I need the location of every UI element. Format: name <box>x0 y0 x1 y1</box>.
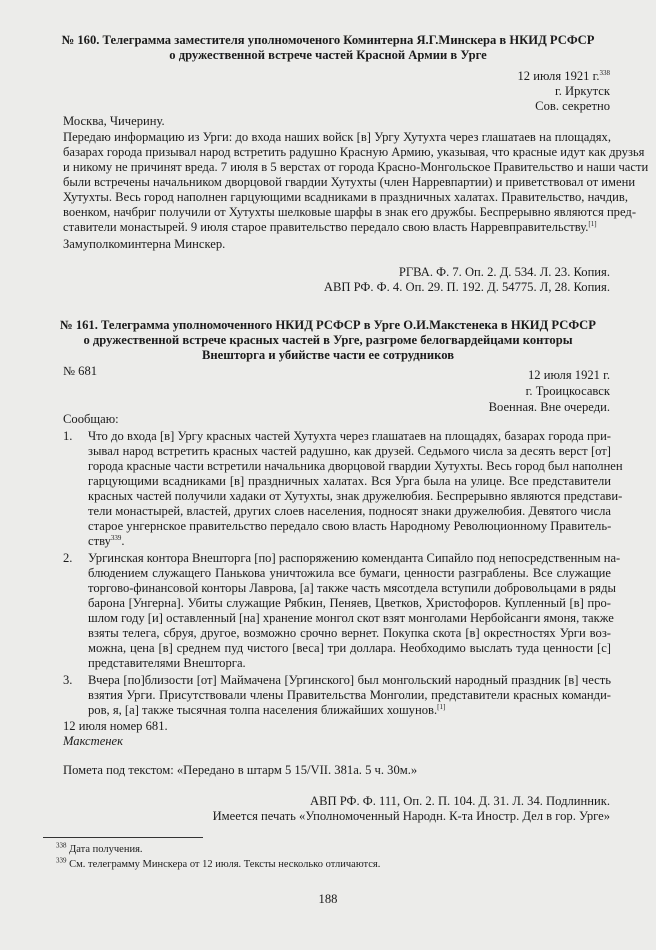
doc161-note: Помета под текстом: «Передано в штарм 5 15/VII. 381а. 5 ч. 30м.» <box>63 763 418 777</box>
item1-line: тели монастырей, властей, других слоев населения, подносят знаки дружелюбия. Девятого числа <box>88 504 611 518</box>
footnote-338: $^{338}$ Дата получения. <box>56 841 143 855</box>
doc161-number: № 681 <box>63 364 98 378</box>
item2-line: взяты телега, сбруя, другое, возможно срочно вернет. Покупка скота [в] окрестностях Урги воз- <box>88 626 611 640</box>
doc161-intro: Сообщаю: <box>63 412 119 426</box>
doc160-address: Москва, Чичерину. <box>63 114 165 128</box>
doc161-date: 12 июля 1921 г. <box>527 368 610 382</box>
doc161-title-line1: № 161. Телеграмма уполномоченного НКИД РСФСР в Урге О.И.Макстенека в НКИД РСФСР <box>60 318 596 332</box>
doc160-body-line: базарах города призывал народ встретить радушно Красную Армию, указывая, что красные идут как друзья <box>63 145 645 159</box>
item1-line: гарцующими всадниками [в] праздничных халатах. Вся Урга была на улице. Все представители <box>88 474 611 488</box>
doc160-body-line: были встречены начальником дворцовой гвардии Хутухты (член Нарревпартии) и приветствовал от имени <box>63 175 636 189</box>
footnote-339: $^{339}$ См. телеграмму Минскера от 12 июля. Тексты несколько отличаются. <box>56 856 381 870</box>
item3-line: Вчера [по]близости [от] Маймачена [Ургинского] был монгольский народный праздник [в] честь <box>88 673 611 687</box>
doc161-priority: Военная. Вне очереди. <box>488 400 610 414</box>
doc160-body-line: и никому не причинят вреда. 7 июля в 5 верстах от города Красно-Монгольское Правительство и наши части <box>63 160 649 174</box>
item2-line: барона [Унгерна]. Убиты служащие Рябкин, Пеняев, Цветков, Христофоров. Купленный [в] про- <box>88 596 611 610</box>
footnote-ref-338: 338 <box>599 68 610 77</box>
item1-line: красных частей получили хадаки от Хутухты, знак дружелюбия. Беспрерывно являются представи- <box>88 489 623 503</box>
footnote-ref: [1] <box>588 219 597 228</box>
doc160-body-line-last: ставители монастырей. 9 июля старое правительство передало свою власть Нарревправительству.[1] <box>63 219 597 234</box>
item1-line: Что до входа [в] Ургу красных частей Хутухта через глашатаев на площадях, базарах города при- <box>88 429 611 443</box>
item2-line: можна, цена [в] среднем пуд чистого [веса] три доллара. Необходимо выслать туда ценности [с] <box>88 641 611 655</box>
item1-line: старое унгернское правительство передало свою власть Народному Революционному Правитель- <box>88 519 612 533</box>
item2-line: шлом году [и] оставленный [на] хранение монгол скот взят монголами Нербойсанги ямоня, также <box>88 611 614 625</box>
doc161-signature: Макстенек <box>63 734 124 748</box>
item1-line-last: ству$^{339}$. <box>88 533 125 548</box>
doc161-archive-ref-1: АВП РФ. Ф. 111, Оп. 2. П. 104. Д. 31. Л. 34. Подлинник. <box>309 794 610 808</box>
footnote-ref-339: 339 <box>110 533 122 542</box>
doc160-date: 12 июля 1921 г.$^{338}$ <box>517 68 610 83</box>
doc161-place: г. Троицкосавск <box>525 384 610 398</box>
list-item-number-1: 1. <box>63 429 73 443</box>
doc160-secrecy: Сов. секретно <box>535 99 610 113</box>
item1-line: города красные части встретили начальника дворцовой гвардии Хутухты. Весь город был наполнен <box>88 459 623 473</box>
doc160-body-line: Хутухты. Весь город наполнен гарцующими всадниками в праздничных халатах. Правительство, начдив, <box>63 190 628 204</box>
doc160-body-line: Передаю информацию из Урги: до входа наших войск [в] Ургу Хутухта через глашатаев на площадях, <box>63 130 611 144</box>
footnote-ref: [1] <box>437 702 446 711</box>
footnote-mark: 339 <box>56 856 67 865</box>
item3-line: взятия Урги. Присутствовали члены Правительства Монголии, представители красных команди- <box>88 688 611 702</box>
doc161-closing: 12 июля номер 681. <box>63 719 168 733</box>
doc160-title-line2: о дружественной встрече частей Красной Армии в Урге <box>169 48 487 62</box>
footnote-mark: 338 <box>56 841 67 850</box>
list-item-number-3: 3. <box>63 673 73 687</box>
doc160-signature: Замуполкоминтерна Минскер. <box>63 237 226 251</box>
item2-line-last: представителями Внешторга. <box>88 656 246 670</box>
doc161-archive-ref-2: Имеется печать «Уполномоченный Народн. К-та Иностр. Дел в гор. Урге» <box>212 809 610 823</box>
page-number: 188 <box>318 892 338 906</box>
doc161-title-line3: Внешторга и убийстве части ее сотрудников <box>201 348 455 362</box>
item2-line: торгово-финансовой конторы Лаврова, [а] также часть мясотдела вступили добровольцами в ряды <box>88 581 616 595</box>
doc160-archive-ref-2: АВП РФ. Ф. 4. Оп. 29. П. 192. Д. 54775. Л, 28. Копия. <box>323 280 610 294</box>
item1-line: зывал народ встретить красных частей радушно, как друзей. Седьмого числа за десять верст [от] <box>88 444 611 458</box>
doc160-title-line1: № 160. Телеграмма заместителя уполномоченого Коминтерна Я.Г.Минскера в НКИД РСФСР <box>61 33 595 47</box>
item3-line-last: ров, я, [а] также тысячная толпа населения ближайших хошунов.[1] <box>88 702 446 717</box>
list-item-number-2: 2. <box>63 551 73 565</box>
doc160-body-line: военком, начбриг получили от Хутухты шелковые шарфы в знак его дружбы. Беспрерывно являются пред- <box>63 205 637 219</box>
footnote-divider <box>43 837 203 838</box>
item2-line: Ургинская контора Внешторга [по] распоряжению коменданта Сипайло под непосредственным на- <box>88 551 621 565</box>
doc161-title-line2: о дружественной встрече красных частей в Урге, разгроме белогвардейцами конторы <box>83 333 573 347</box>
doc160-archive-ref-1: РГВА. Ф. 7. Оп. 2. Д. 534. Л. 23. Копия. <box>398 265 610 279</box>
doc160-place: г. Иркутск <box>554 84 610 98</box>
item2-line: блюдением служащего Панькова уничтожила все бумаги, ценности разграблены. Все служащие <box>88 566 611 580</box>
